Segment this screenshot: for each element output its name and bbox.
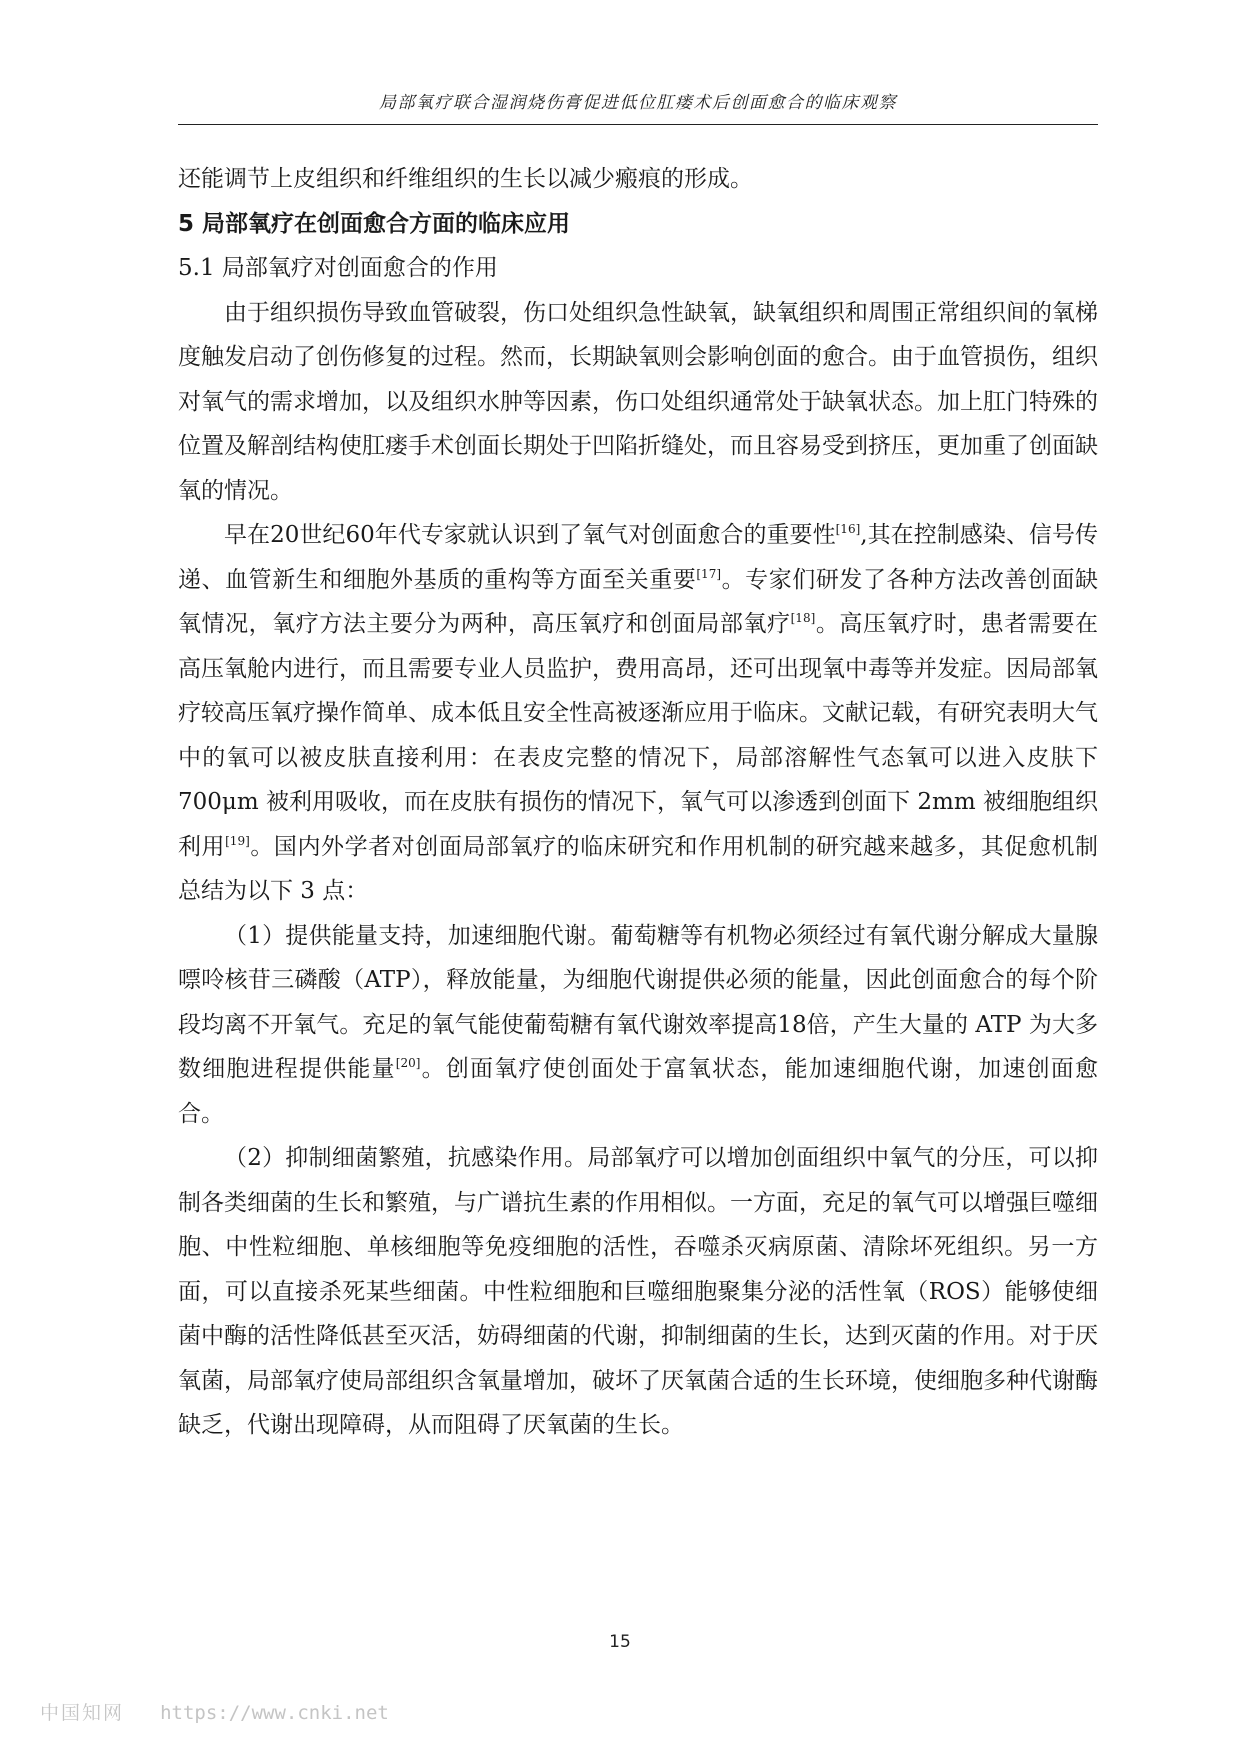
text-run: 早在20世纪60年代专家就认识到了氧气对创面愈合的重要性: [224, 522, 836, 548]
text-run: 。高压氧疗时，患者需要在高压氧舱内进行，而且需要专业人员监护，费用高昂，还可出现氧中毒等并发症。因局部氧疗较高压氧疗操作简单、成本低且安全性高被逐渐应用于临床。文献记载，有研究表明大气中的氧可以被皮肤直接利用：在表皮完整的情况下，局部溶解性气态氧可以进入皮肤下 700μm 被利用吸收，而在皮肤有损伤的情况下，氧气可以渗透到创面下 2mm 被细胞组织利用: [178, 611, 1099, 860]
header-rule: [178, 124, 1098, 125]
paragraph-hypoxia: 由于组织损伤导致血管破裂，伤口处组织急性缺氧，缺氧组织和周围正常组织间的氧梯度触发启动了创伤修复的过程。然而，长期缺氧则会影响创面的愈合。由于血管损伤，组织对氧气的需求增加，以及组织水肿等因素，伤口处组织通常处于缺氧状态。加上肛门特殊的位置及解剖结构使肛瘘手术创面长期处于凹陷折缝处，而且容易受到挤压，更加重了创面缺氧的情况。: [178, 299, 1098, 504]
section-heading-5: 5 局部氧疗在创面愈合方面的临床应用: [178, 210, 571, 237]
text-run: 。创面氧疗使创面处于富氧状态，能加速细胞代谢，加速创面愈合。: [178, 1056, 1099, 1127]
cnki-watermark: [40, 1698, 389, 1725]
paragraph-energy-support: [178, 914, 1098, 1137]
citation-16[interactable]: [16]: [835, 522, 861, 536]
text-run: 。专家们研发了各种方法改善创面缺氧情况，氧疗方法主要分为两种，高压氧疗和创面局部氧疗: [178, 566, 1099, 637]
citation-19[interactable]: [19]: [225, 833, 250, 848]
text-run: ,其在控制感染、信号传递、血管新生和细胞外基质的重构等方面至关重要: [178, 522, 1098, 593]
page-body: [178, 157, 1098, 1448]
running-header: 局部氧疗联合湿润烧伤膏促进低位肛瘘术后创面愈合的临床观察: [379, 93, 897, 113]
subsection-heading-5-1: 5.1 局部氧疗对创面愈合的作用: [178, 255, 498, 281]
page-number: 15: [609, 1632, 631, 1652]
watermark-brand: 中国知网: [40, 1702, 125, 1724]
citation-20[interactable]: [20]: [395, 1056, 421, 1070]
paragraph-continuation: 还能调节上皮组织和纤维组织的生长以减少瘢痕的形成。: [178, 166, 753, 192]
citation-18[interactable]: [18]: [790, 611, 816, 625]
text-run: 。国内外学者对创面局部氧疗的临床研究和作用机制的研究越来越多，其促愈机制总结为以下 3 点：: [178, 833, 1099, 904]
paragraph-antibacterial: （2）抑制细菌繁殖，抗感染作用。局部氧疗可以增加创面组织中氧气的分压，可以抑制各类细菌的生长和繁殖，与广谱抗生素的作用相似。一方面，充足的氧气可以增强巨噬细胞、中性粒细胞、单核细胞等免疫细胞的活性，吞噬杀灭病原菌、清除坏死组织。另一方面，可以直接杀死某些细菌。中性粒细胞和巨噬细胞聚集分泌的活性氧（ROS）能够使细菌中酶的活性降低甚至灭活，妨碍细菌的代谢，抑制细菌的生长，达到灭菌的作用。对于厌氧菌，局部氧疗使局部组织含氧量增加，破坏了厌氧菌合适的生长环境，使细胞多种代谢酶缺乏，代谢出现障碍，从而阻碍了厌氧菌的生长。: [178, 1145, 1098, 1438]
text-run: （1）提供能量支持，加速细胞代谢。葡萄糖等有机物必须经过有氧代谢分解成大量腺嘌呤核苷三磷酸（ATP），释放能量，为细胞代谢提供必须的能量，因此创面愈合的每个阶段均离不开氧气。充足的氧气能使葡萄糖有氧代谢效率提高18倍，产生大量的 ATP 为大多数细胞进程提供能量: [178, 922, 1098, 1082]
paragraph-oxygen-therapy: [178, 513, 1098, 914]
citation-17[interactable]: [17]: [696, 566, 722, 581]
watermark-url: https://www.cnki.net: [160, 1702, 389, 1724]
